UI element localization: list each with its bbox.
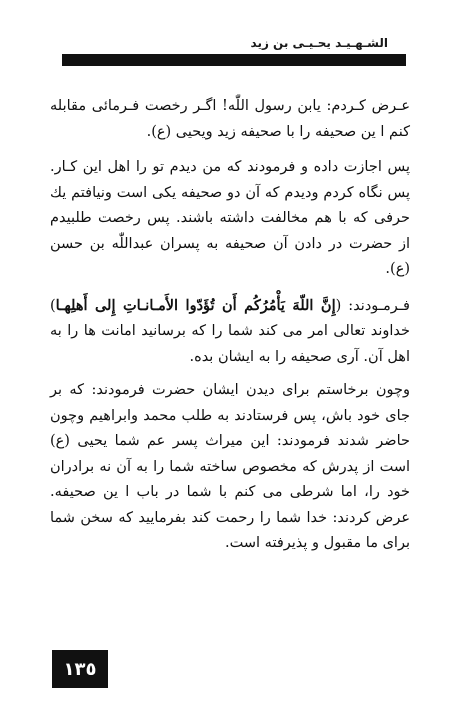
page-number-box [52,650,108,688]
paragraph-3-rest: ) خداوند تعالى امر مى كند شما را كه برسانيد امانت ها را به اهل آن. آرى صحيفه را به ايشان بده. [50,297,410,365]
header-rule [62,54,406,66]
paragraph-4: وچون برخاستم براى ديدن ايشان حضرت فرمودند: كه بر جاى خود باش، پس فرستادند به طلب محمد وابراهيم وچون حاضر شدند فرمودند: اين ميراث پسر عم شما يحيى (ع) است از پدرش كه مخصوص ساخته شما را به آن نه برادران خود را، اما شرطى مى كنم با شما در باب ا ين صحيفه. عرض كردند: خدا شما را رحمت كند بفرماييد كه سخن شما براى ما مقبول و پذيرفته است. [50,382,410,551]
quran-verse: إِنَّ اللّهَ يَأْمُرُكُم أَن تُؤَدّوا الأَمـانـاتِ إِلى أَهلِهـا [55,296,336,314]
paragraph-1: عـرض كـردم: يابن رسول اللّٰه! اگـر رخصت فـرمائى مقابله كنم ا ين صحيفه را با صحيفه زيد ويحيى (ع). [50,98,410,140]
paragraph-2: پس اجازت داده و فرمودند كه من ديدم تو را اهل اين كـار. پس نگاه كردم وديدم كه آن دو صحيفه يكى است ونيافتم يك حرفى كه با هم مخالفت داشته باشند. پس رخصت طلبيدم از حضرت در دادن آن صحيفه به پسران عبداللّٰه بن حسن (ع). [50,159,410,277]
page-number: ١٣٥ [63,658,97,680]
body-text [50,94,410,567]
paragraph-3-intro: فـرمـودند: ( [335,297,410,314]
running-header: الشـهـيـد يحـيـى بن زيد [250,36,388,50]
paragraph-3 [50,293,410,371]
